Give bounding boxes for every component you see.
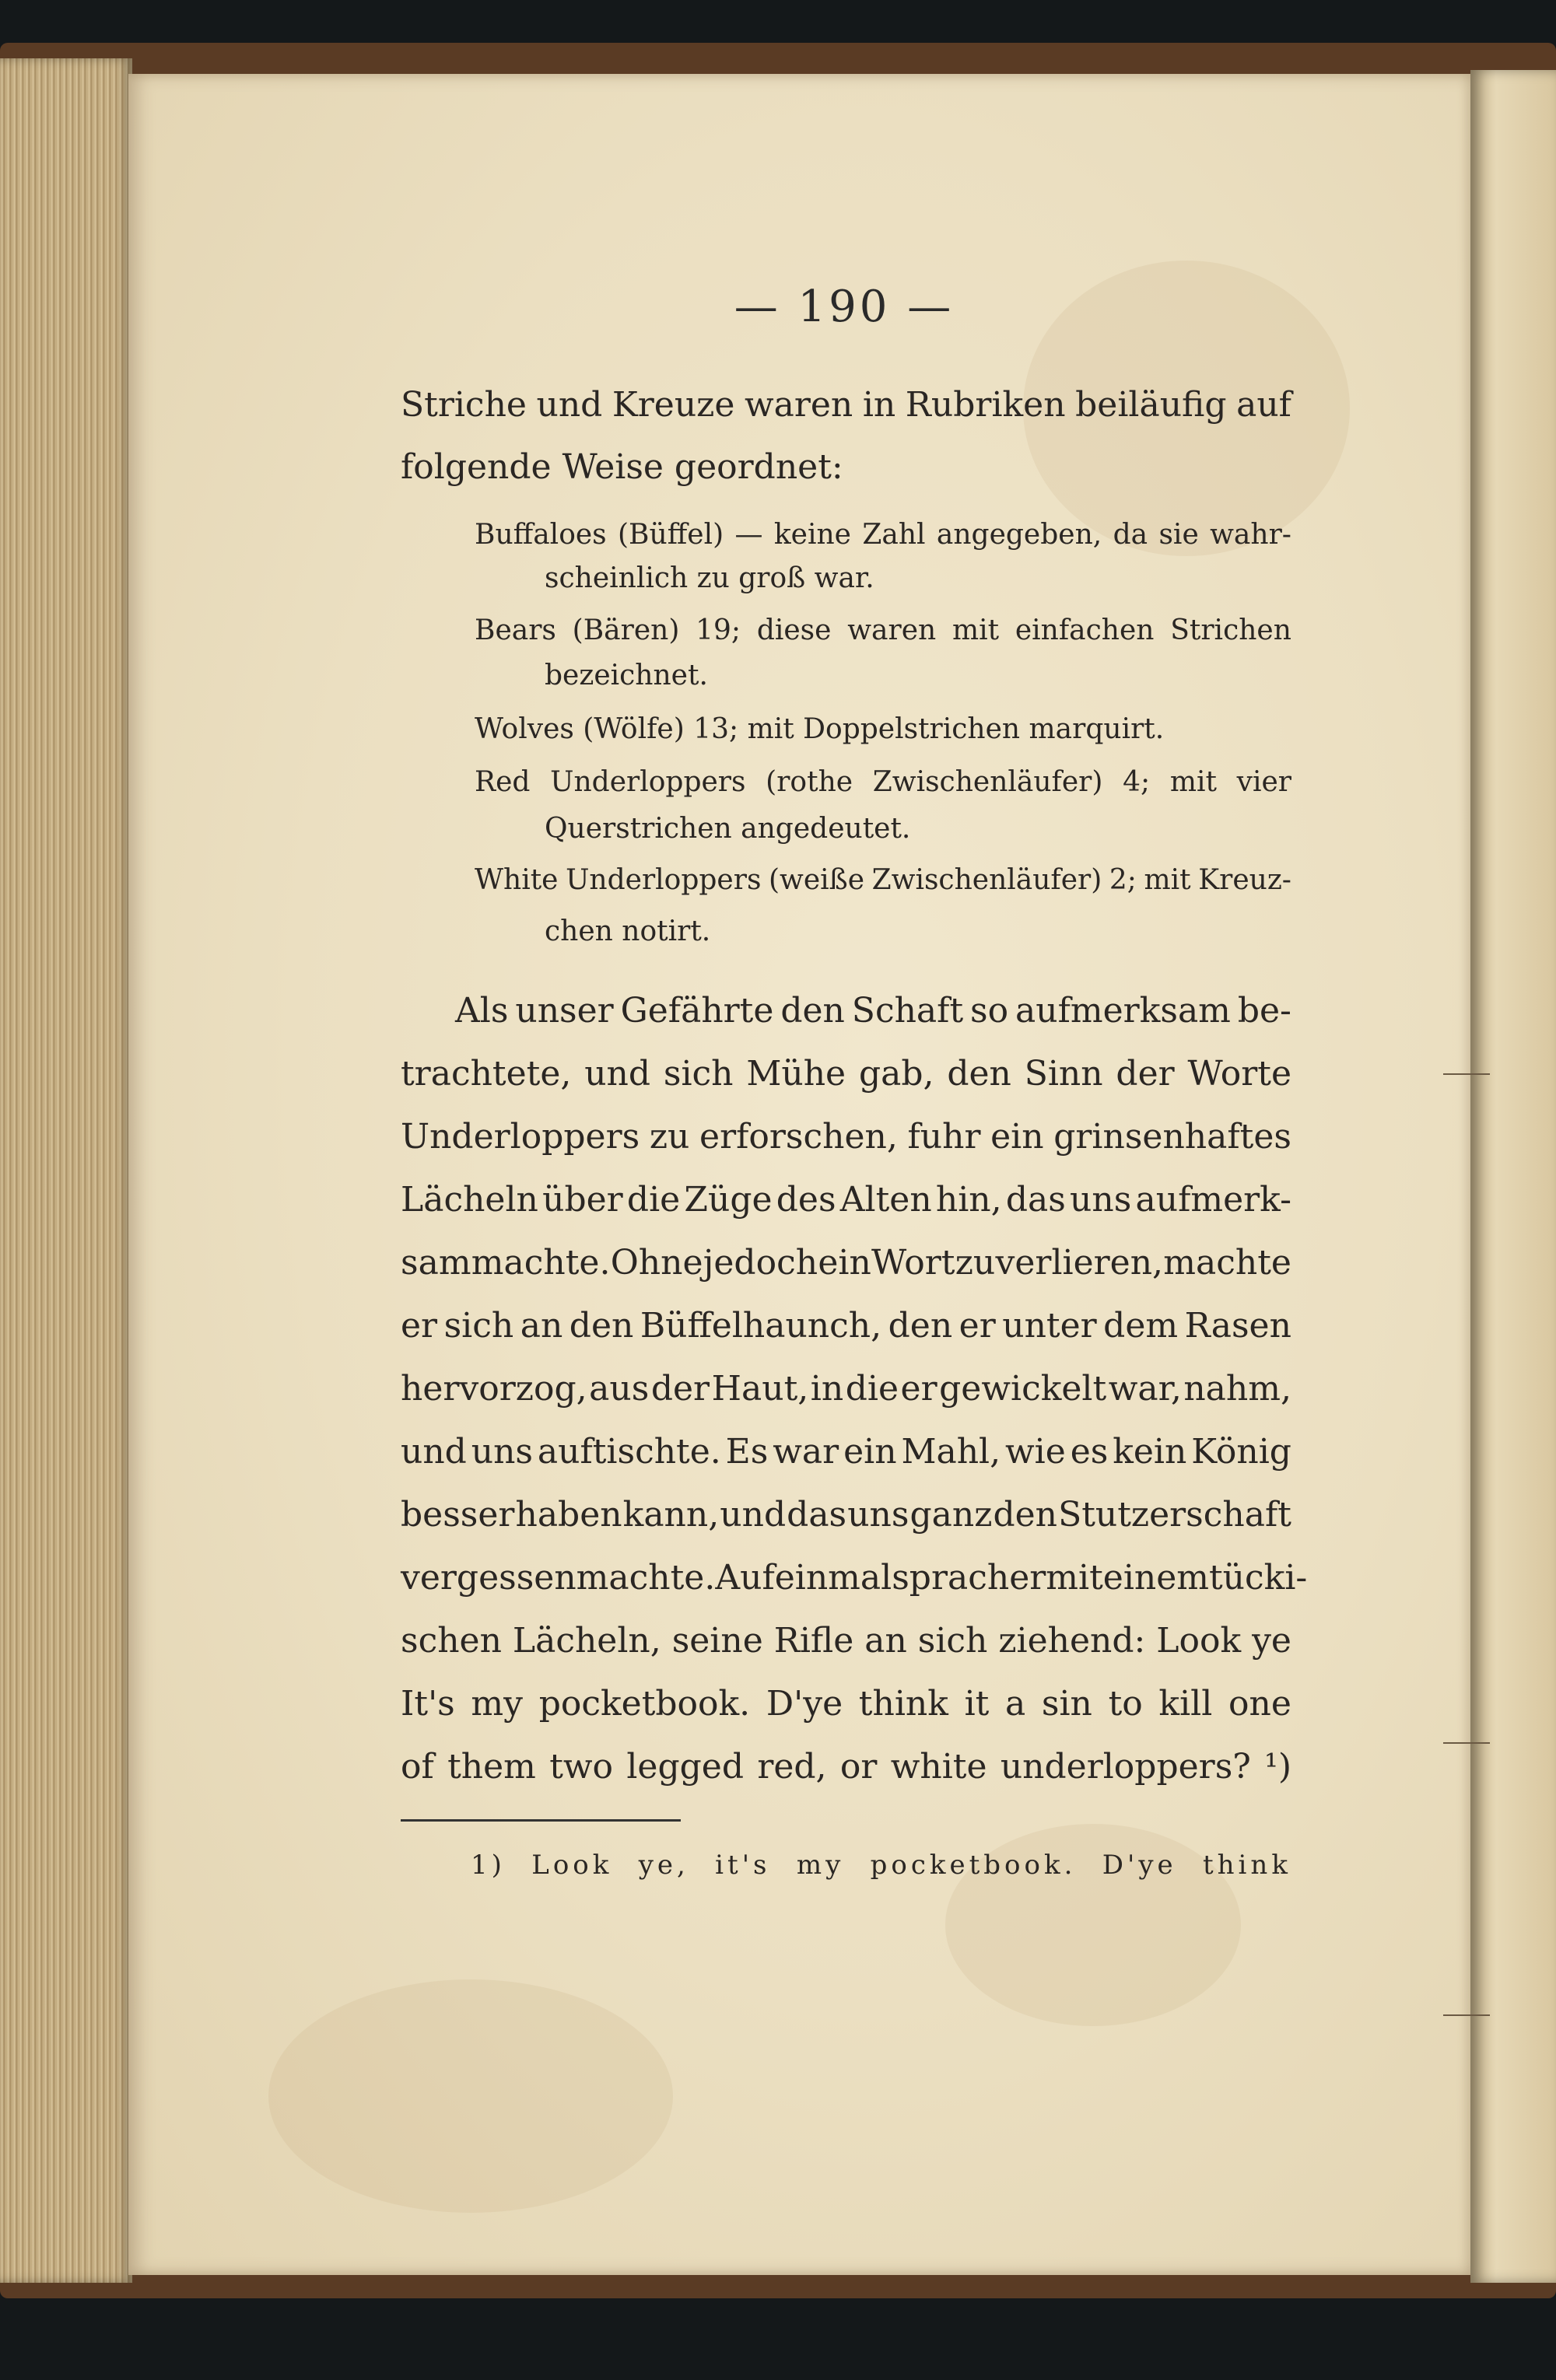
word: es xyxy=(1070,1432,1109,1472)
word: und xyxy=(401,1432,467,1472)
word: (rothe xyxy=(766,766,853,798)
word: da xyxy=(1113,519,1148,551)
word: unser xyxy=(515,991,614,1031)
word: haben xyxy=(515,1495,622,1535)
paragraph-line xyxy=(401,1551,1308,1605)
word: Rubriken xyxy=(905,385,1066,425)
word: White xyxy=(475,864,559,896)
word: Zwischenläufer) xyxy=(871,864,1102,896)
word: (Büffel) xyxy=(618,519,724,551)
word: hervorzog, xyxy=(401,1369,587,1409)
word: wahr- xyxy=(1210,519,1291,551)
list-entry-line xyxy=(475,761,1291,804)
word: Stutzerschaft xyxy=(1058,1495,1291,1535)
list-entry-line xyxy=(475,513,1291,557)
list-entry-line: bezeichnet. xyxy=(545,660,708,691)
word: fuhr xyxy=(907,1117,981,1157)
word: Mahl, xyxy=(901,1432,1001,1472)
word: aus xyxy=(589,1369,650,1409)
word: Züge xyxy=(684,1180,773,1220)
word: waren xyxy=(847,614,937,646)
word: underloppers? xyxy=(1000,1747,1251,1787)
word: one xyxy=(1228,1684,1291,1724)
list-entry-line xyxy=(475,609,1291,653)
word: waren xyxy=(744,385,853,425)
word: Auf xyxy=(715,1558,775,1598)
word: ziehend: xyxy=(998,1621,1146,1661)
word: den xyxy=(993,1495,1058,1535)
word: ein xyxy=(818,1243,871,1283)
paragraph-line xyxy=(401,1677,1291,1731)
word: Look xyxy=(531,1850,613,1881)
word: aufmerk- xyxy=(1135,1180,1291,1220)
word: wie xyxy=(1005,1432,1066,1472)
list-entry-line xyxy=(475,859,1291,902)
word: nahm, xyxy=(1183,1369,1291,1409)
text-line xyxy=(401,378,1291,432)
word: Schaft xyxy=(851,991,964,1031)
word: grinsenhaftes xyxy=(1053,1117,1291,1157)
word: pocketbook. xyxy=(870,1850,1077,1881)
paragraph-line xyxy=(401,1425,1291,1479)
word: an xyxy=(520,1306,563,1346)
word: uns xyxy=(847,1495,909,1535)
paragraph-line xyxy=(401,1740,1291,1794)
word: war, xyxy=(1108,1369,1182,1409)
word: tücki- xyxy=(1209,1558,1308,1598)
word: vier xyxy=(1236,766,1291,798)
word: den xyxy=(780,991,845,1031)
word: pocketbook. xyxy=(538,1684,751,1724)
word: (weiße xyxy=(769,864,865,896)
word: Rasen xyxy=(1184,1306,1291,1346)
word: think xyxy=(858,1684,948,1724)
word: Gefährte xyxy=(620,991,774,1031)
word: to xyxy=(1108,1684,1143,1724)
word: uns xyxy=(1070,1180,1132,1220)
word: legged xyxy=(626,1747,744,1787)
word: ye xyxy=(1252,1621,1291,1661)
word: Ohne xyxy=(610,1243,703,1283)
word: in xyxy=(862,385,896,425)
word: sam xyxy=(401,1243,471,1283)
word: It's xyxy=(401,1684,455,1724)
word: das xyxy=(1005,1180,1066,1220)
word: Wort xyxy=(871,1243,955,1283)
word: aufmerksam xyxy=(1015,991,1231,1031)
list-entry-line: chen notirt. xyxy=(545,915,711,947)
paragraph-line xyxy=(401,1614,1291,1668)
word: be- xyxy=(1237,991,1291,1031)
word: auftischte. xyxy=(537,1432,721,1472)
word: das xyxy=(787,1495,847,1535)
word: den xyxy=(888,1306,953,1346)
page-edges-left xyxy=(0,58,132,2283)
word: kann, xyxy=(622,1495,720,1535)
word: Büffelhaunch, xyxy=(640,1306,882,1346)
word: my xyxy=(796,1850,845,1881)
paragraph-line xyxy=(401,1362,1291,1416)
word: Striche xyxy=(401,385,527,425)
word: beiläufig xyxy=(1075,385,1227,425)
paragraph-line xyxy=(401,1110,1291,1164)
word: Buffaloes xyxy=(475,519,607,551)
word: (Bären) xyxy=(572,614,680,646)
word: Alten xyxy=(839,1180,932,1220)
word: sprach xyxy=(892,1558,1010,1598)
word: Es xyxy=(725,1432,769,1472)
word: sin xyxy=(1041,1684,1092,1724)
paragraph-line xyxy=(401,1047,1291,1101)
word: mit xyxy=(1046,1558,1103,1598)
footnote xyxy=(471,1850,1291,1881)
word: war xyxy=(773,1432,839,1472)
word: auf xyxy=(1236,385,1291,425)
paper-stain xyxy=(268,1979,673,2213)
word: trachtete, xyxy=(401,1054,572,1094)
word: mit xyxy=(951,614,1000,646)
word: sich xyxy=(443,1306,514,1346)
word: über xyxy=(542,1180,623,1220)
word: mit xyxy=(1169,766,1217,798)
word: gewickelt xyxy=(939,1369,1107,1409)
word: them xyxy=(447,1747,536,1787)
word: 2; xyxy=(1109,864,1137,896)
footnote-rule xyxy=(401,1819,681,1822)
word: a xyxy=(1005,1684,1026,1724)
word: Underloppers xyxy=(566,864,762,896)
word: Als xyxy=(455,991,509,1031)
word: Mühe xyxy=(746,1054,846,1094)
word: Sinn xyxy=(1024,1054,1103,1094)
word: — xyxy=(734,519,763,551)
word: des xyxy=(776,1180,836,1220)
margin-mark xyxy=(1443,1073,1490,1075)
word: an xyxy=(864,1621,907,1661)
word: 19; xyxy=(696,614,741,646)
word: Rifle xyxy=(773,1621,854,1661)
word: dem xyxy=(1103,1306,1179,1346)
word: angegeben, xyxy=(936,519,1102,551)
word: Worte xyxy=(1187,1054,1291,1094)
word: er xyxy=(900,1369,937,1409)
word: uns xyxy=(471,1432,533,1472)
word: vergessen xyxy=(401,1558,576,1598)
word: it xyxy=(964,1684,990,1724)
word: ein xyxy=(990,1117,1044,1157)
word: two xyxy=(549,1747,614,1787)
paragraph-line xyxy=(401,1173,1291,1227)
word: die xyxy=(626,1180,681,1220)
word: Red xyxy=(475,766,531,798)
word: D'ye xyxy=(1102,1850,1177,1881)
word: Strichen xyxy=(1170,614,1291,646)
word: D'ye xyxy=(766,1684,843,1724)
word: ganz xyxy=(909,1495,993,1535)
word: my xyxy=(471,1684,524,1724)
word: of xyxy=(401,1747,434,1787)
word: erforschen, xyxy=(699,1117,898,1157)
list-entry-line: Wolves (Wölfe) 13; mit Doppelstrichen marquirt. xyxy=(475,713,1165,745)
word: unter xyxy=(1002,1306,1097,1346)
paragraph-line xyxy=(401,1236,1291,1290)
paragraph-line xyxy=(401,1299,1291,1353)
word: er xyxy=(401,1306,438,1346)
margin-mark xyxy=(1443,1742,1490,1744)
margin-mark xyxy=(1443,2014,1490,2016)
word: think xyxy=(1202,1850,1291,1881)
word: und xyxy=(584,1054,651,1094)
list-entry-line: scheinlich zu groß war. xyxy=(545,562,874,594)
word: schen xyxy=(401,1621,502,1661)
word: ¹) xyxy=(1264,1747,1291,1787)
word: Bears xyxy=(475,614,556,646)
word: machte. xyxy=(576,1558,716,1598)
word: einmal xyxy=(774,1558,892,1598)
word: der xyxy=(650,1369,710,1409)
word: er xyxy=(958,1306,996,1346)
word: sie xyxy=(1158,519,1199,551)
list-entry-line: Querstrichen angedeutet. xyxy=(545,813,911,845)
word: keine xyxy=(773,519,851,551)
word: Lächeln xyxy=(401,1180,538,1220)
word: er xyxy=(1009,1558,1046,1598)
word: seine xyxy=(671,1621,763,1661)
word: Lächeln, xyxy=(512,1621,661,1661)
word: gab, xyxy=(858,1054,934,1094)
word: Kreuze xyxy=(612,385,735,425)
word: Look xyxy=(1156,1621,1242,1661)
word: zu xyxy=(955,1243,996,1283)
word: Zahl xyxy=(862,519,926,551)
word: besser xyxy=(401,1495,515,1535)
page-number: — 190 — xyxy=(734,282,955,332)
word: den xyxy=(569,1306,634,1346)
word: und xyxy=(720,1495,787,1535)
word: 1) xyxy=(471,1850,506,1881)
word: mit xyxy=(1144,864,1191,896)
word: verlieren, xyxy=(995,1243,1164,1283)
word: or xyxy=(839,1747,878,1787)
word: machte. xyxy=(471,1243,611,1283)
word: hin, xyxy=(935,1180,1002,1220)
word: einem xyxy=(1102,1558,1209,1598)
word: die xyxy=(845,1369,899,1409)
word: red, xyxy=(757,1747,827,1787)
word: kein xyxy=(1113,1432,1187,1472)
page-edges-right xyxy=(1470,70,1556,2283)
word: König xyxy=(1191,1432,1291,1472)
word: 4; xyxy=(1123,766,1151,798)
word: sich xyxy=(917,1621,988,1661)
word: den xyxy=(947,1054,1011,1094)
text-line: folgende Weise geordnet: xyxy=(401,447,843,487)
word: zu xyxy=(649,1117,690,1157)
word: in xyxy=(810,1369,844,1409)
word: ye, xyxy=(638,1850,689,1881)
word: kill xyxy=(1158,1684,1213,1724)
word: Underloppers xyxy=(401,1117,640,1157)
word: Underloppers xyxy=(550,766,746,798)
word: it's xyxy=(715,1850,771,1881)
word: und xyxy=(536,385,603,425)
word: der xyxy=(1116,1054,1175,1094)
word: diese xyxy=(756,614,832,646)
word: so xyxy=(970,991,1009,1031)
word: ein xyxy=(843,1432,897,1472)
paragraph-line xyxy=(455,984,1291,1038)
word: sich xyxy=(663,1054,734,1094)
paragraph-line xyxy=(401,1488,1291,1542)
word: einfachen xyxy=(1015,614,1155,646)
word: Kreuz- xyxy=(1198,864,1291,896)
word: Zwischenläufer) xyxy=(872,766,1103,798)
word: machte xyxy=(1163,1243,1291,1283)
word: Haut, xyxy=(711,1369,809,1409)
word: white xyxy=(890,1747,987,1787)
word: jedoch xyxy=(703,1243,818,1283)
